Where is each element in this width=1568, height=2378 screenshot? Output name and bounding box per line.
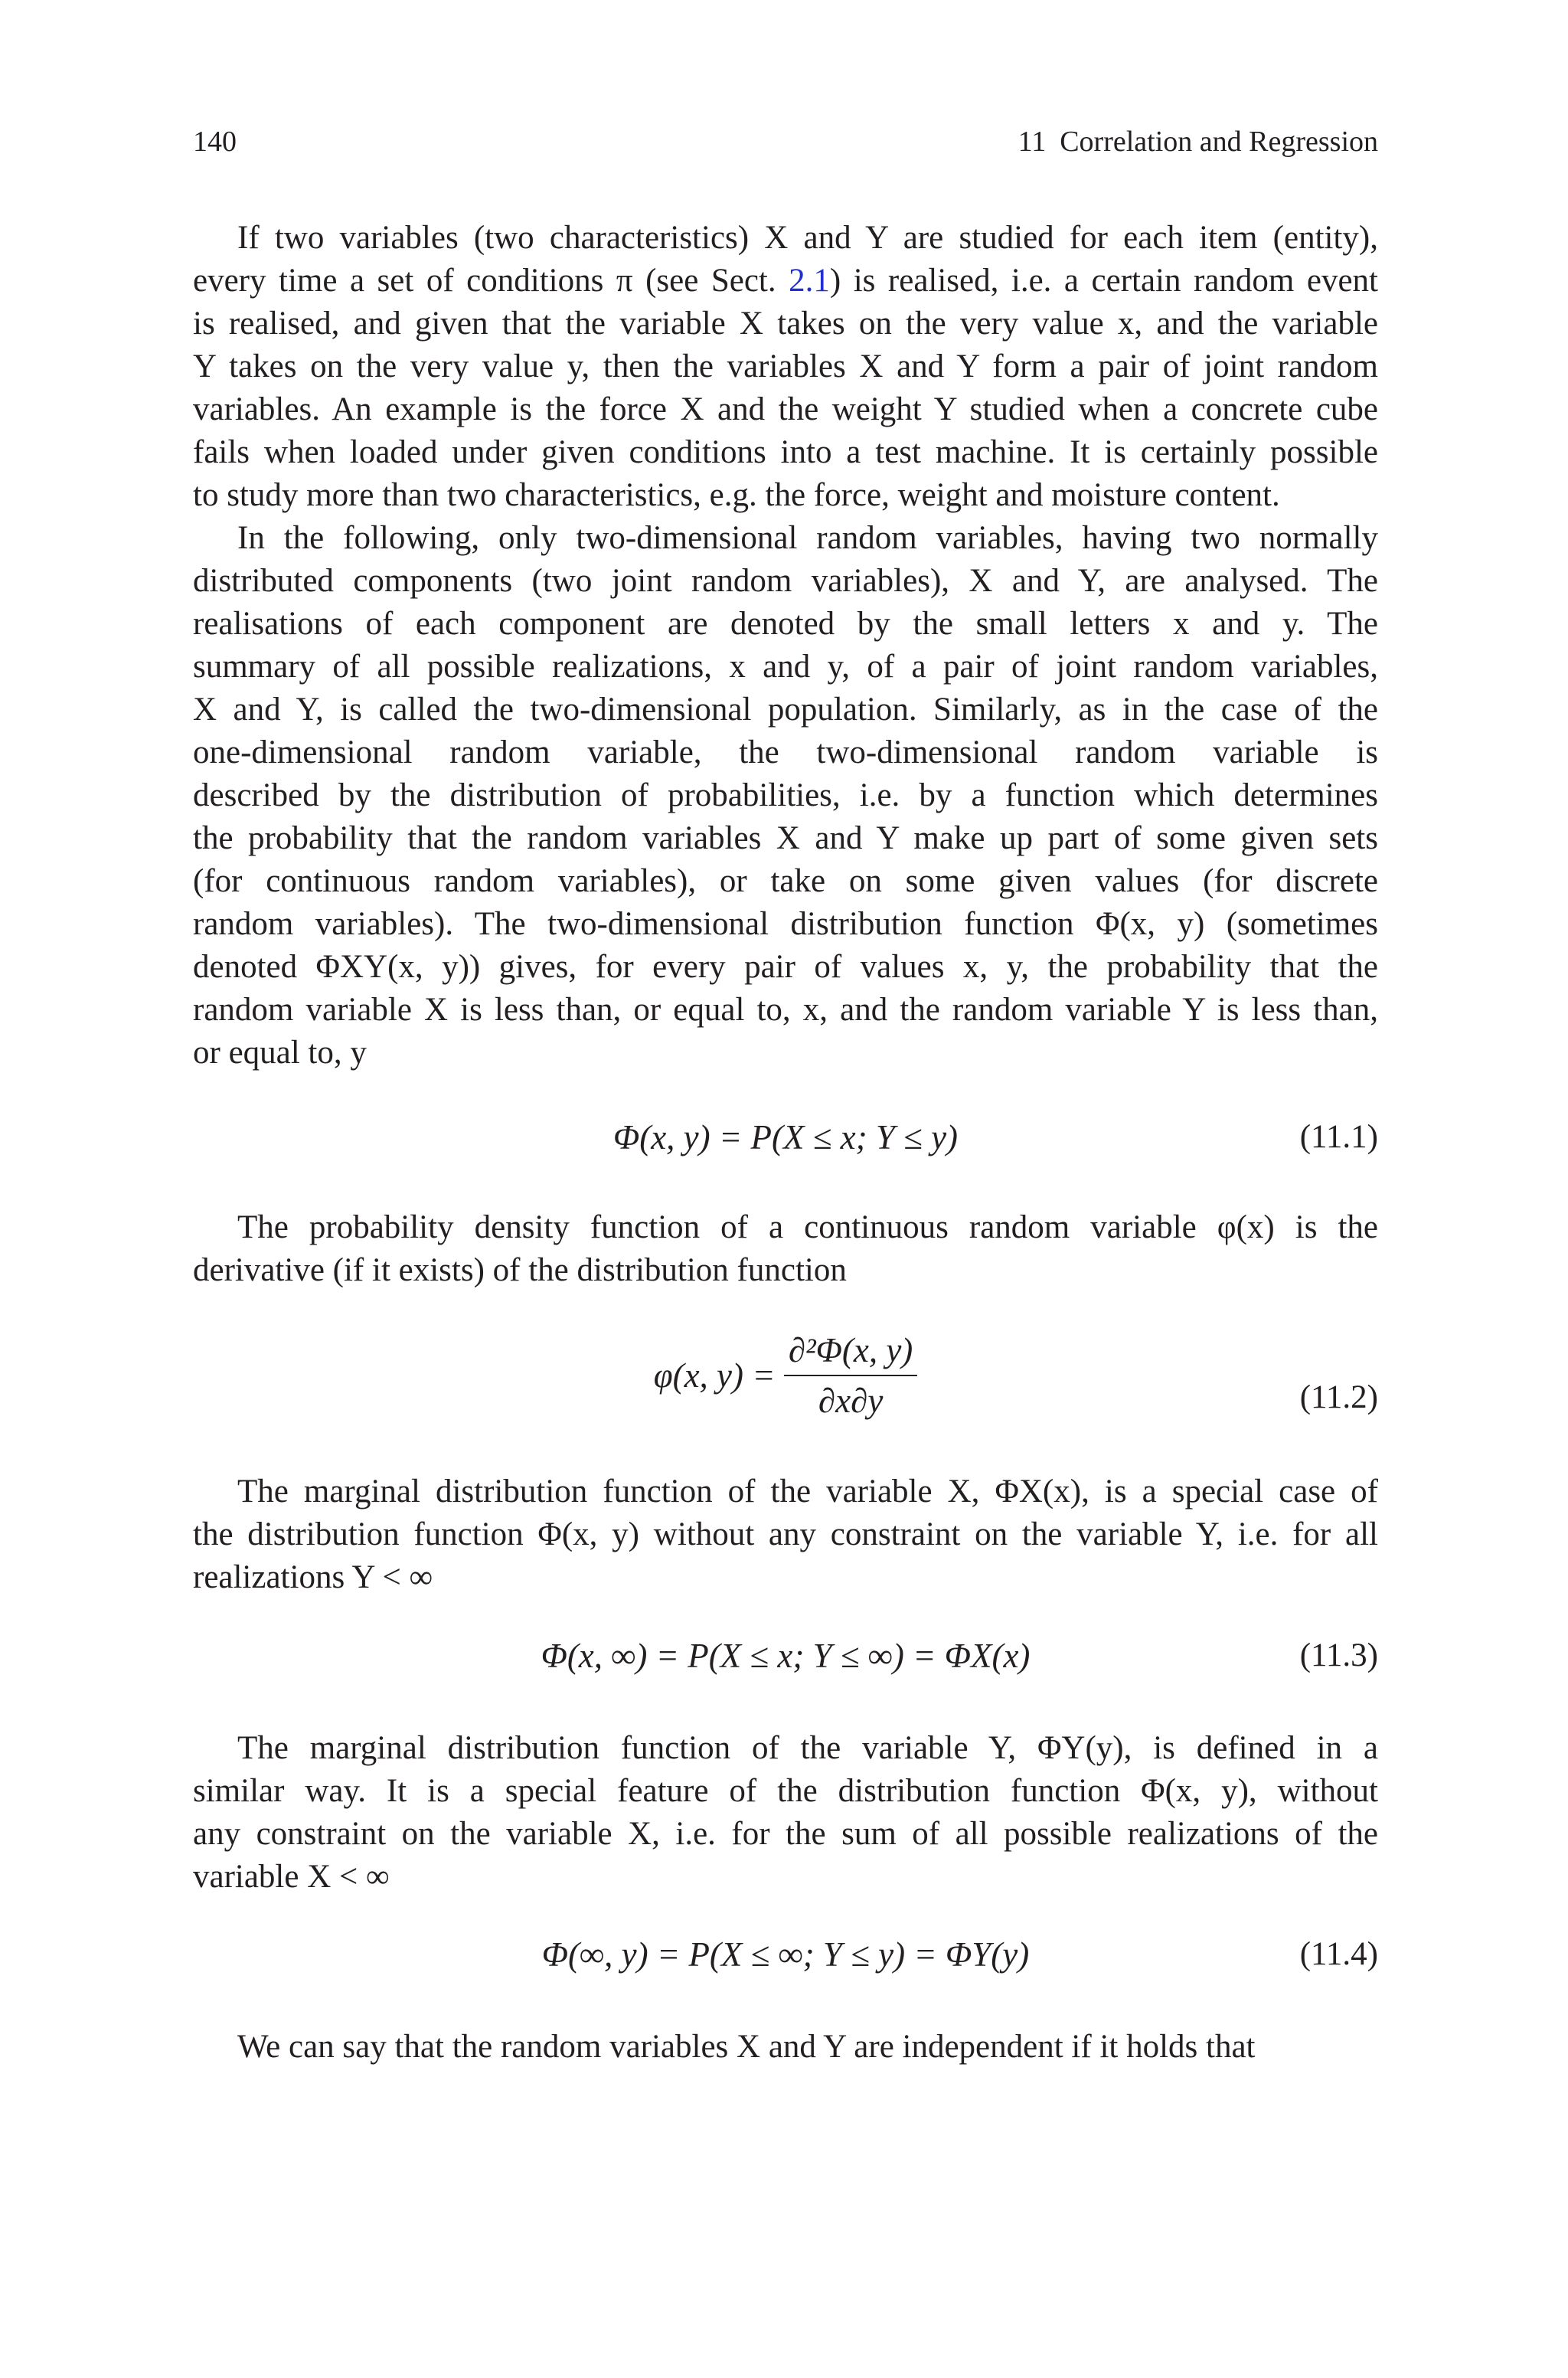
text-fragment: ) is realised, i.e. a certain random event	[829, 263, 1379, 299]
equation-number: (11.2)	[1299, 1379, 1378, 1415]
section-link[interactable]: 2.1	[789, 263, 830, 299]
equation-formula: Φ(x, y) = P(X ≤ x; Y ≤ y)	[612, 1118, 959, 1156]
chapter-number: 11	[1018, 126, 1047, 158]
text-line: variable X < ∞	[193, 1859, 390, 1895]
text-line: similar way. It is a special feature of the distribution function Φ(x, y), without	[193, 1773, 1378, 1809]
equation-number: (11.1)	[1299, 1119, 1378, 1155]
text-line: described by the distribution of probabilities, i.e. by a function which determines	[193, 777, 1378, 813]
paragraph-4	[193, 1470, 1378, 1599]
equation-formula	[193, 1329, 1378, 1422]
fraction	[784, 1329, 917, 1422]
text-line: any constraint on the variable X, i.e. for the sum of all possible realizations of the	[193, 1816, 1378, 1852]
paragraph-2	[193, 517, 1378, 1075]
chapter-title: Correlation and Regression	[1060, 126, 1378, 158]
text-line: X and Y, is called the two-dimensional population. Similarly, as in the case of the	[193, 692, 1378, 728]
paragraph-1	[193, 217, 1378, 517]
text-line: derivative (if it exists) of the distribution function	[193, 1252, 847, 1288]
text-line: the distribution function Φ(x, y) without any constraint on the variable Y, i.e. for all	[193, 1516, 1378, 1552]
text-line: random variable X is less than, or equal to, x, and the random variable Y is less than,	[193, 992, 1378, 1028]
text-line: the probability that the random variables X and Y make up part of some given sets	[193, 820, 1378, 856]
equation-11-4	[193, 1932, 1378, 1977]
text-line: denoted ΦXY(x, y)) gives, for every pair of values x, y, the probability that the	[193, 949, 1378, 985]
equation-number: (11.3)	[1299, 1637, 1378, 1673]
text-line: is realised, and given that the variable X takes on the very value x, and the variable	[193, 306, 1378, 342]
fraction-denominator: ∂x∂y	[818, 1382, 884, 1420]
text-line: realizations Y < ∞	[193, 1559, 433, 1595]
equation-formula: Φ(x, ∞) = P(X ≤ x; Y ≤ ∞) = ΦX(x)	[541, 1637, 1031, 1675]
text-line	[193, 260, 1378, 303]
equation-number: (11.4)	[1299, 1936, 1378, 1972]
fraction-numerator: ∂²Φ(x, y)	[784, 1329, 917, 1376]
text-line: summary of all possible realizations, x and y, of a pair of joint random variables,	[193, 649, 1378, 685]
chapter-heading	[1018, 123, 1378, 161]
text-line: realisations of each component are denoted by the small letters x and y. The	[193, 606, 1378, 642]
text-line: random variables). The two-dimensional distribution function Φ(x, y) (sometimes	[193, 906, 1378, 942]
text-line: fails when loaded under given conditions into a test machine. It is certainly possible	[193, 434, 1378, 470]
text-line: (for continuous random variables), or take on some given values (for discrete	[193, 863, 1378, 899]
page-number: 140	[193, 126, 237, 158]
equation-11-3	[193, 1633, 1378, 1679]
text-line: We can say that the random variables X and Y are independent if it holds that	[237, 2029, 1256, 2065]
text-line: The marginal distribution function of the variable X, ΦX(x), is a special case of	[237, 1474, 1378, 1510]
text-line: distributed components (two joint random variables), X and Y, are analysed. The	[193, 563, 1378, 599]
text-line: variables. An example is the force X and the weight Y studied when a concrete cube	[193, 391, 1378, 427]
paragraph-3	[193, 1206, 1378, 1292]
text-line: or equal to, y	[193, 1035, 367, 1071]
running-header	[193, 123, 1378, 161]
text-fragment: every time a set of conditions π (see Sect.	[193, 263, 789, 299]
text-line: one-dimensional random variable, the two-dimensional random variable is	[193, 734, 1378, 770]
text-line: If two variables (two characteristics) X and Y are studied for each item (entity),	[237, 220, 1378, 256]
equation-lhs: φ(x, y) =	[653, 1356, 776, 1395]
text-line: In the following, only two-dimensional random variables, having two normally	[237, 520, 1378, 556]
equation-formula: Φ(∞, y) = P(X ≤ ∞; Y ≤ y) = ΦY(y)	[541, 1935, 1030, 1974]
text-line: Y takes on the very value y, then the variables X and Y form a pair of joint random	[193, 348, 1378, 384]
paragraph-5	[193, 1727, 1378, 1899]
text-line: The probability density function of a continuous random variable φ(x) is the	[237, 1209, 1378, 1245]
text-line: The marginal distribution function of the variable Y, ΦY(y), is defined in a	[237, 1730, 1378, 1766]
paragraph-6	[193, 2026, 1378, 2069]
equation-11-2	[193, 1329, 1378, 1421]
equation-11-1	[193, 1114, 1378, 1160]
text-line: to study more than two characteristics, e.g. the force, weight and moisture content.	[193, 477, 1280, 513]
